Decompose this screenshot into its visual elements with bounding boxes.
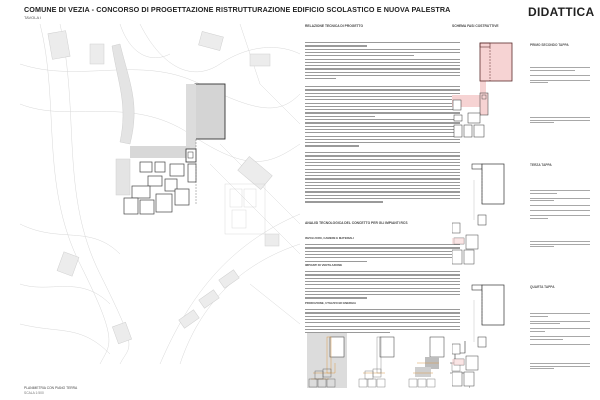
energy-diagram-1 [307, 333, 347, 388]
phase-label-3: QUARTA TAPPA [530, 285, 555, 289]
report-paragraph-3 [305, 117, 460, 149]
phase-notes-3 [530, 311, 590, 347]
analysis-heading: ANALISI TECNOLOGICA DEL CONCETTO PER GLI IMPIANTI RCS [305, 221, 408, 225]
board-title: COMUNE DI VEZIA - CONCORSO DI PROGETTAZIONE RISTRUTTURAZIONE EDIFICIO SCOLASTICO E NUOVA PALESTRA [24, 5, 451, 14]
phase-notes-2 [530, 188, 590, 221]
phase-label-2: TERZA TAPPA [530, 163, 552, 167]
board-subtitle: TAVOLA I [24, 15, 42, 20]
site-plan-drawing [20, 24, 300, 364]
phase-footer-2 [530, 239, 590, 249]
energy-diagram-2 [359, 337, 394, 387]
phase-diagram-3 [452, 280, 542, 395]
subsection-heading-3: PRODUZIONE, UTILIZZO ED ENERGIA [305, 301, 356, 305]
subsection-text-2 [305, 269, 460, 301]
phase-notes-1 [530, 65, 590, 85]
phase-diagram-2 [452, 160, 542, 270]
phase-diagram-1 [452, 40, 542, 160]
energy-diagram-3 [409, 337, 444, 387]
subsection-text-3 [305, 307, 460, 335]
phase-footer-3 [530, 361, 590, 371]
report-heading: RELAZIONE TECNICA DI PROGETTO [305, 24, 364, 28]
subsection-heading-1: INVOLUCRO, CAMERE E MATERIALI [305, 236, 354, 240]
site-plan-scale: SCALA 1:500 [24, 391, 44, 395]
brand-label: DIDATTICA [528, 5, 595, 19]
site-plan-caption: PLANIMETRIA CON PIANO TERRA [24, 386, 78, 390]
subsection-heading-2: IMPIANTI DI VENTILAZIONE [305, 263, 343, 267]
site-plan [20, 24, 300, 364]
report-paragraph-4 [305, 150, 460, 205]
phase-footer-1 [530, 115, 590, 125]
energy-diagrams [305, 333, 470, 395]
report-paragraph-2 [305, 84, 460, 119]
phase-label-1: PRIMO SECONDO TAPPA [530, 43, 569, 47]
subsection-text-1 [305, 242, 460, 264]
project-building [124, 84, 225, 214]
report-paragraph-1 [305, 40, 460, 81]
phases-heading: SCHEMA FASI COSTRUTTIVE [452, 24, 499, 28]
